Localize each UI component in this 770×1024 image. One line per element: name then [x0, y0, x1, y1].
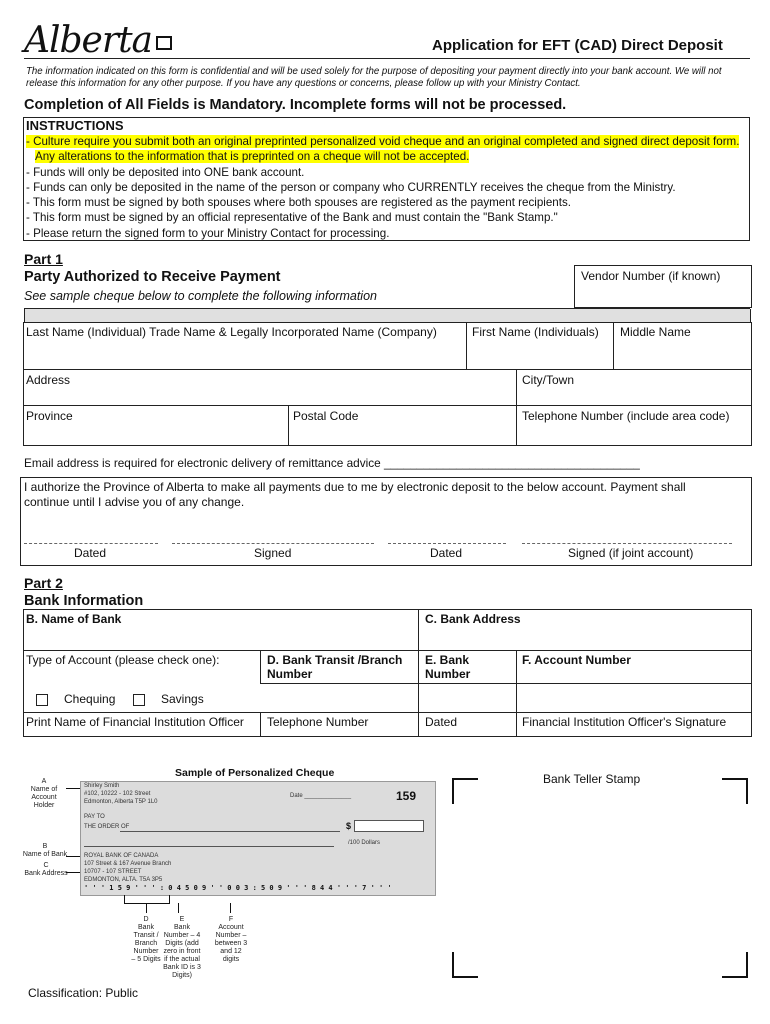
cheque-number: 159: [396, 789, 417, 803]
instruction-item: - Funds can only be deposited in the name of the person or company who CURRENTLY receives the cheque from the Ministry.: [26, 180, 676, 194]
cheque-micr: ' ' ' 1 5 9 ' ' ' : 0 4 5 0 9 ' ' 0 0 3 : 5 0 9 ' ' ' 8 4 4 ' ' ' 7 ' ' ': [84, 884, 392, 892]
label-e: E Bank Number – 4 Digits (add zero in front if the actual Bank ID is 3 Digits): [163, 916, 201, 979]
savings-checkbox[interactable]: [133, 694, 145, 706]
alberta-logo: Alberta: [24, 20, 172, 61]
grid-line: [260, 683, 752, 684]
stamp-corner-bl: [452, 952, 478, 978]
label-d: D Bank Transit / Branch Number – 5 Digits: [131, 916, 161, 963]
part1-heading: Party Authorized to Receive Payment: [24, 269, 281, 285]
dated-label: Dated: [74, 546, 107, 560]
cheque-holder: Shirley Smith #102, 10222 - 102 Street Edmonton, Alberta T5P 1L0: [84, 783, 158, 805]
cheque-amount-box: [354, 820, 424, 832]
grid-line: [466, 322, 467, 369]
part1-label: Part 1: [24, 251, 63, 267]
officer-name-label: Print Name of Financial Institution Officer: [26, 715, 244, 729]
transit-label: D. Bank Transit /Branch Number: [267, 653, 403, 681]
grid-line: [23, 712, 752, 713]
cheque-title: Sample of Personalized Cheque: [175, 767, 335, 779]
postal-code-label: Postal Code: [293, 409, 359, 423]
bracket-d: [124, 895, 170, 904]
grid-line: [288, 405, 289, 446]
grid-line: [260, 650, 261, 683]
first-name-label: First Name (Individuals): [472, 325, 599, 339]
header-divider: [24, 58, 750, 59]
signed-label: Signed: [254, 546, 292, 560]
cheque-dollar: $: [346, 821, 352, 831]
instructions-title: INSTRUCTIONS: [26, 118, 124, 133]
chequing-label: Chequing: [64, 692, 116, 706]
grid-line: [23, 405, 752, 406]
address-label: Address: [26, 373, 71, 387]
bank-address-label: C. Bank Address: [425, 612, 521, 626]
authorization-text: I authorize the Province of Alberta to make all payments due to me by electronic deposit to the below account. Payment shall continue until I advise you of any change.: [24, 480, 686, 509]
form-title: Application for EFT (CAD) Direct Deposit: [432, 37, 723, 54]
confidential-notice: The information indicated on this form is confidential and will be used solely for the purpose of depositing your payment directly into your bank account. We will not release this information for any other purpose. If you have any questions or concerns, please follow up with your Ministry Contact.: [26, 66, 722, 89]
instruction-item: - Funds will only be deposited into ONE bank account.: [26, 165, 305, 179]
instruction-item: - This form must be signed by both spouses where both spouses are registered as the payment recipients.: [26, 196, 571, 210]
arrow-e-icon: [178, 903, 179, 913]
chequing-checkbox[interactable]: [36, 694, 48, 706]
officer-phone-label: Telephone Number: [267, 715, 369, 729]
grid-line: [260, 712, 261, 737]
cheque-order-of: THE ORDER OF: [84, 824, 130, 830]
stamp-corner-br: [722, 952, 748, 978]
dated2-label: Dated: [430, 546, 463, 560]
grid-line: [613, 322, 614, 369]
middle-name-label: Middle Name: [620, 325, 691, 339]
grid-line: [516, 650, 517, 737]
grid-line: [23, 369, 752, 370]
email-label[interactable]: Email address is required for electronic delivery of remittance advice _______________________________________: [24, 456, 640, 470]
cheque-dollars: /100 Dollars: [348, 840, 381, 846]
instruction-item: - Culture require you submit both an original preprinted personalized void cheque and an original completed and signed direct deposit form. Any alterations to the information that is preprinted on a cheque will not be accepted.: [26, 135, 740, 164]
classification-footer: Classification: Public: [28, 986, 139, 1000]
part2-heading: Bank Information: [24, 593, 144, 609]
province-label: Province: [26, 409, 73, 423]
arrow-f-icon: [230, 903, 231, 913]
telephone-label: Telephone Number (include area code): [522, 409, 730, 423]
label-f: F Account Number – between 3 and 12 digits: [214, 916, 248, 963]
last-name-label: Last Name (Individual) Trade Name & Legally Incorporated Name (Company): [26, 325, 437, 339]
signed-joint-label: Signed (if joint account): [568, 546, 694, 560]
vendor-number-label: Vendor Number (if known): [581, 269, 721, 283]
part2-label: Part 2: [24, 575, 63, 591]
label-b: B Name of Bank: [22, 843, 68, 858]
vendor-number-field[interactable]: [574, 265, 752, 308]
instruction-item: - Please return the signed form to your Ministry Contact for processing.: [26, 226, 390, 240]
signed-line[interactable]: [172, 543, 374, 544]
city-label: City/Town: [522, 373, 575, 387]
part1-subheading: See sample cheque below to complete the following information: [24, 289, 377, 303]
dated2-line[interactable]: [388, 543, 506, 544]
instructions-list: [26, 134, 746, 241]
account-number-label: F. Account Number: [522, 653, 631, 667]
part1-shaded-band: [24, 309, 751, 322]
grid-line: [23, 650, 752, 651]
label-a: A Name of Account Holder: [30, 778, 58, 809]
stamp-corner-tr: [722, 778, 748, 804]
instruction-item: - This form must be signed by an official representative of the Bank and must contain the "Bank Stamp.": [26, 211, 558, 225]
arrow-c-icon: [66, 872, 80, 873]
cheque-bank-info: ROYAL BANK OF CANADA 107 Street & 167 Avenue Branch 10707 - 107 STREET EDMONTON, ALTA. T5A 3P5: [84, 853, 172, 883]
mandatory-notice: Completion of All Fields is Mandatory. Incomplete forms will not be processed.: [24, 97, 567, 113]
dated-line[interactable]: [24, 543, 158, 544]
arrow-a-icon: [66, 788, 80, 789]
officer-dated-label: Dated: [425, 715, 458, 729]
grid-line: [516, 369, 517, 446]
arrow-b-icon: [66, 856, 80, 857]
bank-stamp-label: Bank Teller Stamp: [543, 772, 641, 786]
savings-label: Savings: [161, 692, 204, 706]
logo-flag-icon: [156, 36, 172, 50]
account-type-label: Type of Account (please check one):: [26, 653, 220, 667]
party-details-grid: [23, 322, 752, 446]
officer-signature-label: Financial Institution Officer's Signature: [522, 715, 727, 729]
label-c: C Bank Address: [24, 862, 68, 877]
bank-name-label: B. Name of Bank: [26, 612, 122, 626]
arrow-d-icon: [146, 903, 147, 913]
cheque-date: Date ______________: [290, 793, 352, 799]
cheque-pay-to: PAY TO: [84, 814, 105, 820]
stamp-corner-tl: [452, 778, 478, 804]
signed-joint-line[interactable]: [522, 543, 732, 544]
grid-line: [418, 609, 419, 737]
cheque-amount-line: [84, 846, 334, 847]
bank-number-label: E. Bank Number: [425, 653, 471, 681]
cheque-payee-line: [120, 831, 340, 832]
